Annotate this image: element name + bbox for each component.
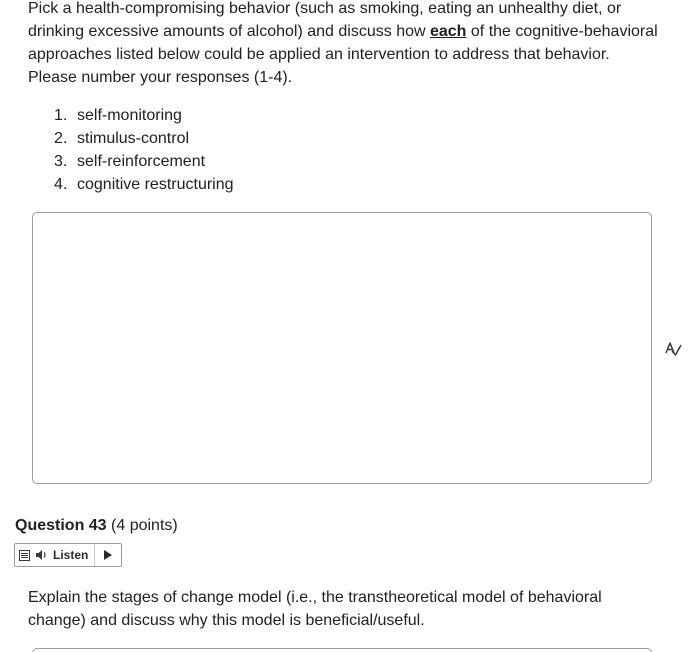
prompt-emphasis: each (429, 23, 467, 40)
list-item: 2. stimulus-control (54, 130, 190, 147)
prompt-text-after: of the cognitive-behavioral approaches listed below could be applied an intervention to address that behavior. Please number your responses (1-4). (28, 23, 658, 86)
listen-icon (19, 548, 49, 562)
question-42-prompt (28, 0, 658, 89)
list-item: 1. self-monitoring (54, 107, 182, 124)
spellcheck-icon[interactable] (663, 339, 683, 359)
approaches-list (54, 104, 234, 196)
list-item: 3. self-reinforcement (54, 153, 206, 170)
list-item: 4. cognitive restructuring (54, 176, 234, 193)
question-43-answer-textarea[interactable] (32, 648, 652, 652)
play-button[interactable] (95, 544, 121, 566)
prompt-text-before: Pick a health-compromising behavior (such as smoking, eating an unhealthy diet, or drinking excessive amounts of alcohol) and discuss how (28, 0, 622, 40)
question-42-answer-textarea[interactable] (32, 212, 652, 484)
listen-label: Listen (53, 548, 89, 562)
question-43-heading: Question 43 (4 points) (15, 517, 178, 534)
listen-widget[interactable] (14, 543, 122, 567)
play-icon (104, 550, 112, 560)
question-43-prompt: Explain the stages of change model (i.e., the transtheoretical model of behavioral change) and discuss why this model is beneficial/useful. (28, 589, 602, 629)
listen-button[interactable] (15, 544, 95, 566)
